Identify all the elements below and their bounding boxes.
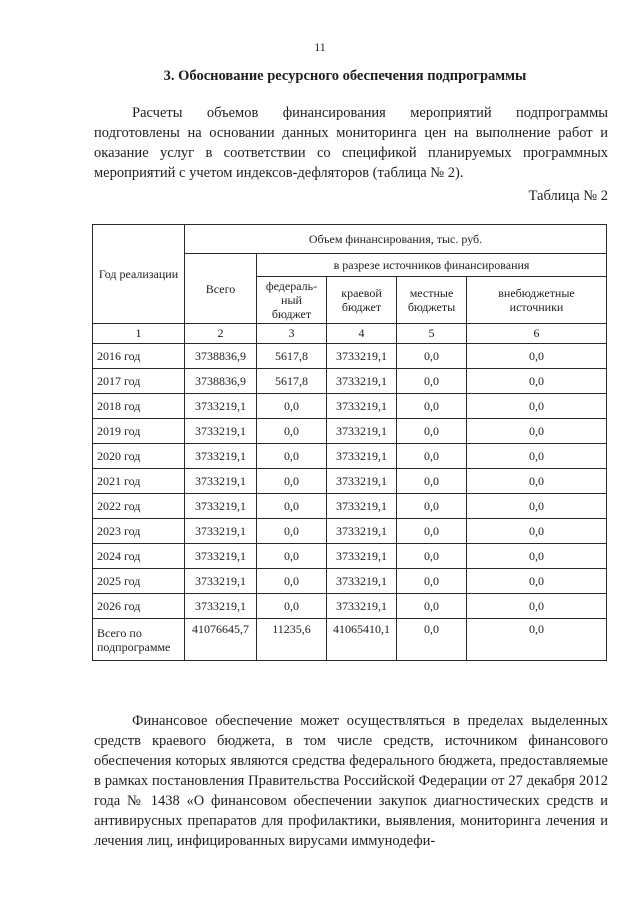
row-extra: 0,0 [467,369,607,394]
table-row [93,369,607,394]
row-total: 3733219,1 [185,569,257,594]
row-extra: 0,0 [467,569,607,594]
row-year: 2017 год [93,369,185,394]
row-regional: 3733219,1 [327,419,397,444]
row-total: 3738836,9 [185,344,257,369]
row-year: 2023 год [93,519,185,544]
row-federal: 0,0 [257,569,327,594]
row-total: 3738836,9 [185,369,257,394]
row-extra: 0,0 [467,594,607,619]
row-total: 3733219,1 [185,469,257,494]
row-year: 2021 год [93,469,185,494]
row-local: 0,0 [397,594,467,619]
row-extra: 0,0 [467,494,607,519]
column-number: 1 [93,324,185,344]
row-local: 0,0 [397,419,467,444]
row-federal: 5617,8 [257,344,327,369]
row-year: 2024 год [93,544,185,569]
row-year: 2019 год [93,419,185,444]
row-extra: 0,0 [467,469,607,494]
row-extra: 0,0 [467,519,607,544]
row-total: 3733219,1 [185,494,257,519]
row-federal: 0,0 [257,544,327,569]
funding-paragraph: Финансовое обеспечение может осуществляться в пределах выделенных средств краевого бюджета, в том числе средств, источником финансового обеспечения которых являются средства федерального бюджета, предоставляемые в рамках постановления Правительства Российской Федерации от 27 декабря 2012 года № 1438 «О финансовом обеспечении закупок диагностических средств и антивирусных препаратов для профилактики, выявления, мониторинга лечения и лечения лиц, инфицированных вирусами иммунодефи- [94,713,608,849]
row-regional: 3733219,1 [327,544,397,569]
table-row [93,544,607,569]
row-total: 3733219,1 [185,594,257,619]
header-by-sources: в разрезе источников финансирования [257,254,607,277]
row-extra: 0,0 [467,344,607,369]
row-regional: 3733219,1 [327,369,397,394]
column-number: 6 [467,324,607,344]
column-number: 4 [327,324,397,344]
page-number: 11 [314,40,326,54]
row-regional: 3733219,1 [327,394,397,419]
row-year: 2022 год [93,494,185,519]
row-federal: 0,0 [257,444,327,469]
table-row [93,569,607,594]
table-row [93,494,607,519]
table-row [93,394,607,419]
header-local: местные бюджеты [397,277,467,324]
intro-paragraph: Расчеты объемов финансирования мероприятий подпрограммы подготовлены на основании данных мониторинга цен на выполнение работ и оказание услуг в соответствии со спецификой планируемых программных мероприятий с учетом индексов-дефляторов (таблица № 2). [94,105,608,181]
row-year: 2025 год [93,569,185,594]
row-regional: 3733219,1 [327,594,397,619]
row-extra: 0,0 [467,394,607,419]
row-local: 0,0 [397,369,467,394]
row-year: 2016 год [93,344,185,369]
row-regional: 3733219,1 [327,569,397,594]
row-federal: 0,0 [257,494,327,519]
header-extrabudgetary: внебюджетные источники [467,277,607,324]
header-regional: краевой бюджет [327,277,397,324]
row-year: 2020 год [93,444,185,469]
header-federal: федераль-ный бюджет [257,277,327,324]
row-regional: 3733219,1 [327,344,397,369]
row-federal: 0,0 [257,594,327,619]
total-local: 0,0 [397,619,467,661]
row-total: 3733219,1 [185,394,257,419]
row-total: 3733219,1 [185,544,257,569]
table-row [93,344,607,369]
row-extra: 0,0 [467,544,607,569]
row-total: 3733219,1 [185,419,257,444]
table-row [93,594,607,619]
table-caption: Таблица № 2 [528,188,608,204]
section-title: 3. Обоснование ресурсного обеспечения подпрограммы [163,68,527,84]
row-federal: 0,0 [257,394,327,419]
row-regional: 3733219,1 [327,469,397,494]
row-year: 2026 год [93,594,185,619]
table-row [93,419,607,444]
row-federal: 0,0 [257,469,327,494]
row-federal: 5617,8 [257,369,327,394]
header-year: Год реализации [93,225,185,324]
total-total: 41076645,7 [185,619,257,661]
row-total: 3733219,1 [185,519,257,544]
row-local: 0,0 [397,344,467,369]
column-number: 3 [257,324,327,344]
header-total: Всего [185,254,257,324]
row-local: 0,0 [397,469,467,494]
row-local: 0,0 [397,444,467,469]
total-extra: 0,0 [467,619,607,661]
row-local: 0,0 [397,569,467,594]
table-row [93,444,607,469]
row-extra: 0,0 [467,444,607,469]
column-number-row [93,324,607,344]
row-extra: 0,0 [467,419,607,444]
row-federal: 0,0 [257,419,327,444]
total-federal: 11235,6 [257,619,327,661]
row-regional: 3733219,1 [327,444,397,469]
row-local: 0,0 [397,394,467,419]
total-label: Всего по подпрограмме [93,619,185,661]
total-row [93,619,607,661]
row-year: 2018 год [93,394,185,419]
row-local: 0,0 [397,519,467,544]
row-total: 3733219,1 [185,444,257,469]
table-row [93,469,607,494]
financing-table [92,224,607,661]
row-regional: 3733219,1 [327,494,397,519]
column-number: 2 [185,324,257,344]
row-federal: 0,0 [257,519,327,544]
header-funding-volume: Объем финансирования, тыс. руб. [185,225,607,254]
table-row [93,519,607,544]
total-regional: 41065410,1 [327,619,397,661]
row-local: 0,0 [397,494,467,519]
row-regional: 3733219,1 [327,519,397,544]
row-local: 0,0 [397,544,467,569]
column-number: 5 [397,324,467,344]
